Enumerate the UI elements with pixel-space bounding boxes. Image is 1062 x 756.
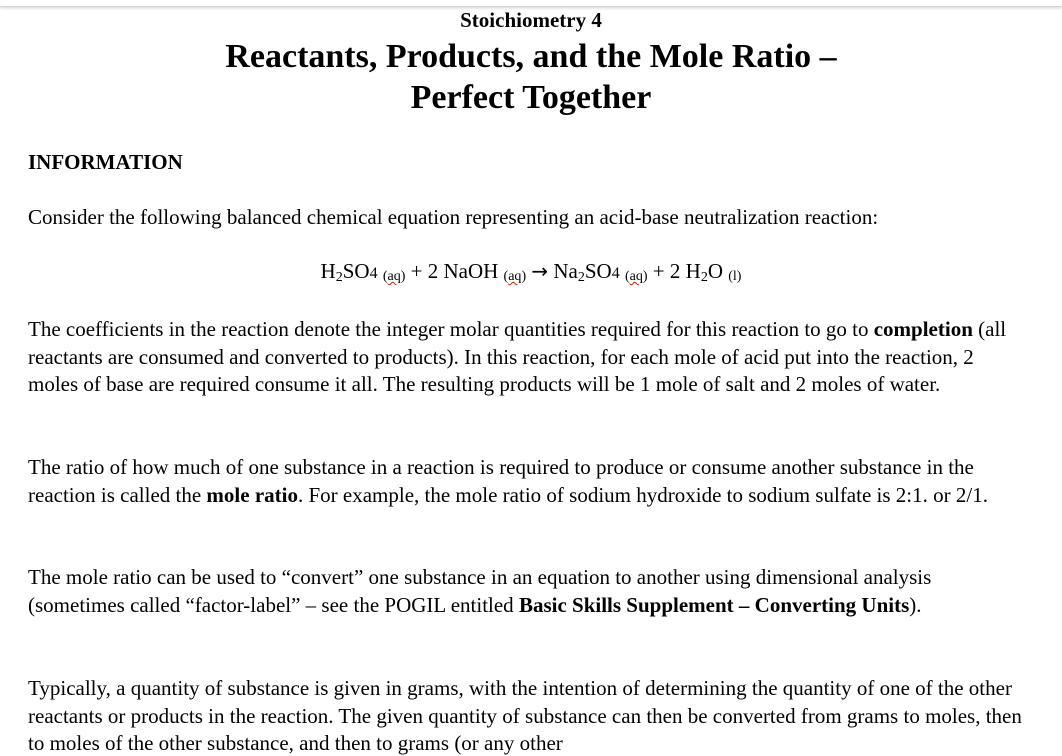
- title-line-1: Reactants, Products, and the Mole Ratio –: [225, 38, 837, 75]
- paragraph-coefficients: The coefficients in the reaction denote the integer molar quantities required for this reaction to go to completion (all reactants are consumed and converted to products). In this reaction, for each mole of acid put into the reaction, 2 moles of base are required consume it all. The resulting products will be 1 mole of salt and 2 moles of water.: [28, 317, 1007, 396]
- document-subtitle: Stoichiometry 4: [460, 8, 602, 32]
- section-heading: INFORMATION: [28, 150, 183, 174]
- document-title: [0, 36, 1062, 118]
- eq-phase-2: (aq): [503, 269, 527, 284]
- eq-naoh: + 2 NaOH: [410, 259, 499, 283]
- paragraph-typical: Typically, a quantity of substance is given in grams, with the intention of determining the quantity of one of the other reactants or products in the reaction. The given quantity of substance can then be converted from grams to moles, then to moles of the other substance, and then to grams (or any other: [28, 676, 1022, 755]
- paragraph-mole-ratio: The ratio of how much of one substance in a reaction is required to produce or consume another substance in the reaction is called the mole ratio. For example, the mole ratio of sodium hydroxide to sodium sulfate is 2:1. or 2/1.: [28, 455, 988, 507]
- term-mole-ratio: mole ratio: [206, 482, 298, 507]
- chemical-equation: [0, 259, 1062, 286]
- term-completion: completion: [873, 317, 973, 341]
- paragraph-conversion: The mole ratio can be used to “convert” one substance in an equation to another using dimensional analysis (sometimes called “factor-label” – see the POGIL entitled Basic Skills Supplement – Converting Units).: [28, 565, 932, 617]
- eq-phase-3: (aq): [624, 269, 648, 284]
- reference-basic-skills: Basic Skills Supplement – Converting Units: [518, 592, 910, 617]
- eq-phase-4: (l): [728, 269, 742, 284]
- intro-paragraph: Consider the following balanced chemical equation representing an acid-base neutralization reaction:: [28, 205, 879, 229]
- title-line-2: Perfect Together: [410, 79, 652, 116]
- eq-phase-1: (aq): [382, 269, 406, 284]
- eq-h2o: + 2 $H_2O$: [652, 259, 723, 285]
- window-top-edge: [0, 0, 1062, 7]
- reaction-arrow-icon: →: [531, 259, 549, 283]
- eq-na2so4: $Na_2SO4$: [553, 259, 620, 285]
- eq-h2so4: $H_2SO4$: [320, 259, 378, 285]
